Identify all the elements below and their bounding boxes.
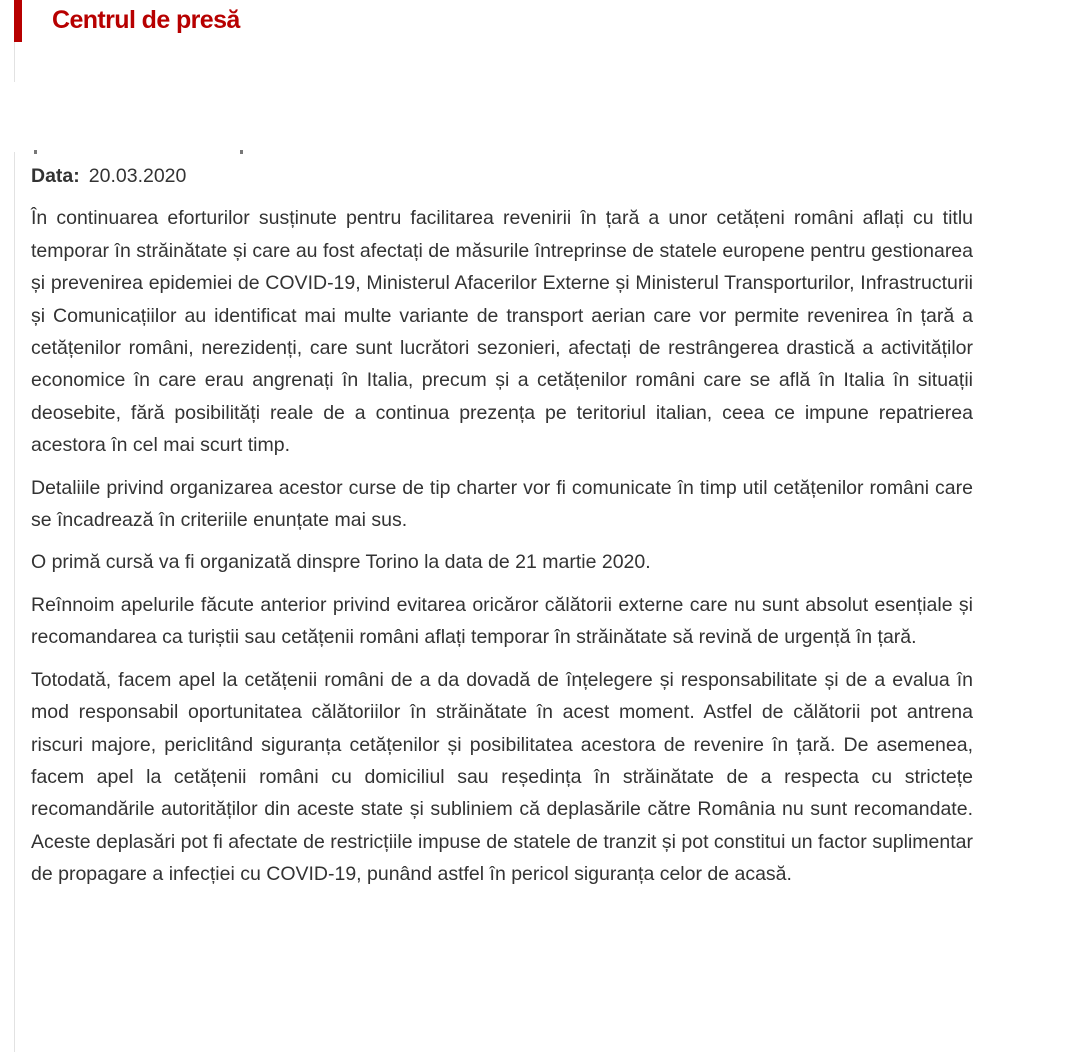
content-divider-line (14, 152, 15, 1052)
article-paragraph: Detaliile privind organizarea acestor curse de tip charter vor fi comunicate în timp util cetățenilor români care se încadrează în criteriile enunțate mai sus. (31, 476, 973, 532)
article-date (31, 160, 973, 192)
article-paragraph: În continuarea eforturilor susținute pentru facilitarea revenirii în țară a unor cetățeni români aflați cu titlu temporar în străinătate și care au fost afectați de măsurile întreprinse de statele europene pentru gestionarea și prevenirea epidemiei de COVID-19, Ministerul Afacerilor Externe și Ministerul Transporturilor, Infrastructurii și Comunicațiilor au identificat mai multe variante de transport aerian care vor permite revenirea în țară a cetățenilor români, nerezidenți, care sunt lucrători sezonieri, afectați de restrângerea drastică a activităților economice în care erau angrenați în Italia, precum și a cetățenilor români care se află în Italia în situații deosebite, fără posibilități reale de a continua prezența pe teritoriul italian, ceea ce impune repatrierea acestora în cel mai scurt timp. (31, 207, 973, 457)
page-title: Centrul de presă (52, 6, 240, 34)
date-label: Data: (31, 165, 80, 187)
title-accent-bar (14, 0, 22, 42)
article-paragraph: Reînnoim apelurile făcute anterior privind evitarea oricăror călătorii externe care nu sunt absolut esențiale și recomandarea ca turiștii sau cetățenii români aflați temporar în străinătate să revină de urgență în țară. (31, 593, 973, 649)
header-divider-line (14, 42, 15, 82)
article-paragraph: O primă cursă va fi organizată dinspre Torino la data de 21 martie 2020. (31, 551, 651, 574)
date-value: 20.03.2020 (88, 165, 187, 187)
article-body (31, 160, 973, 901)
clipped-text-fragment (34, 150, 244, 156)
article-paragraph: Totodată, facem apel la cetățenii români de a da dovadă de înțelegere și responsabilitate și de a evalua în mod responsabil oportunitatea călătoriilor în străinătate în acest moment. Astfel de călătorii pot antrena riscuri majore, periclitând siguranța cetățenilor și posibilitatea acestora de revenire în țară. De asemenea, facem apel la cetățenii români cu domiciliul sau reședința în străinătate de a respecta cu strictețe recomandările autorităților din aceste state și subliniem că deplasările către România nu sunt recomandate. Aceste deplasări pot fi afectate de restricțiile impuse de statele de tranzit și pot constitui un factor suplimentar de propagare a infecției cu COVID-19, punând astfel în pericol siguranța celor de acasă. (31, 668, 973, 886)
